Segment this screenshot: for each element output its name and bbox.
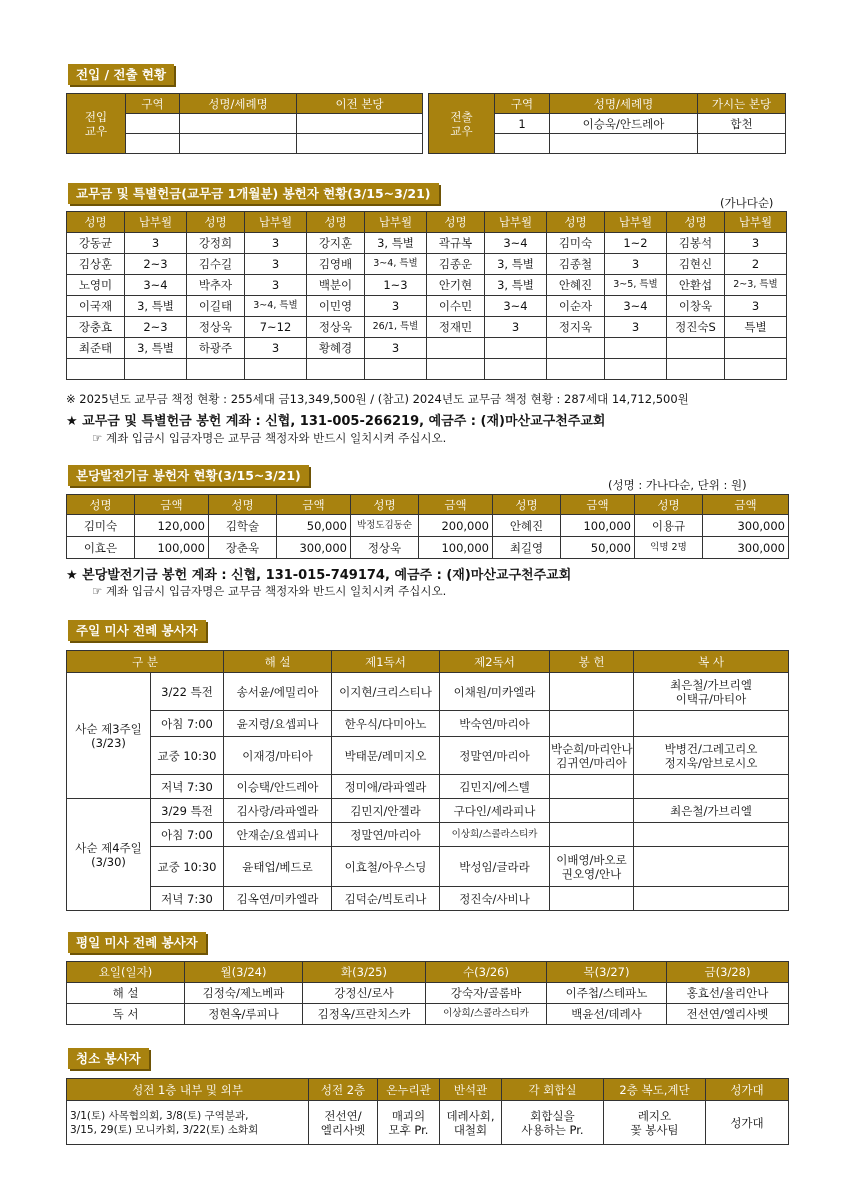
- donor-name: 김영배: [307, 254, 365, 275]
- col-header: 온누리관: [378, 1079, 440, 1101]
- table-cell: 박순희/마리안나 김귀연/마리아: [550, 737, 634, 775]
- paid-months: 3~4, 특별: [245, 296, 307, 317]
- col-header: 납부월: [605, 212, 667, 233]
- col-header: 성명: [427, 212, 485, 233]
- paid-months: 2~3, 특별: [725, 275, 787, 296]
- amount: 100,000: [419, 537, 493, 559]
- table-cell: 이재경/마티아: [224, 737, 332, 775]
- table-cell: 홍효선/율리안나: [667, 983, 789, 1004]
- paid-months: 3: [245, 254, 307, 275]
- week-label: 사순 제3주일 (3/23): [67, 673, 151, 799]
- paid-months: 3: [245, 338, 307, 359]
- table-cell: 정말연/마리아: [332, 823, 440, 847]
- weekday-table: [66, 961, 789, 1025]
- table-cell: 성가대: [706, 1101, 789, 1145]
- table-cell: [126, 114, 180, 134]
- table-cell: 최은철/가브리엘 이택규/마티아: [634, 673, 789, 711]
- donor-name: 강지훈: [307, 233, 365, 254]
- table-cell: 회합실을 사용하는 Pr.: [502, 1101, 604, 1145]
- paid-months: [725, 338, 787, 359]
- dues-footnote: ※ 2025년도 교무금 책정 현황 : 255세대 금13,349,500원 / (참고) 2024년도 교무금 책정 현황 : 287세대 14,712,500원: [66, 392, 689, 406]
- table-cell: 강정신/로사: [303, 983, 426, 1004]
- table-cell: 이승욱/안드레아: [550, 114, 698, 134]
- table-cell: 매괴의 모후 Pr.: [378, 1101, 440, 1145]
- donor-name: 김현신: [667, 254, 725, 275]
- table-cell: 백윤선/데레사: [547, 1004, 667, 1025]
- col-header: 제2독서: [440, 651, 550, 673]
- col-header: 성명: [67, 212, 125, 233]
- table-cell: [126, 134, 180, 154]
- donor-name: 박추자: [187, 275, 245, 296]
- col-header: 제1독서: [332, 651, 440, 673]
- col-header: 납부월: [365, 212, 427, 233]
- col-header: 2층 복도,계단: [604, 1079, 706, 1101]
- transfer-out-label: 전출 교우: [429, 94, 495, 154]
- donor-name: 최준태: [67, 338, 125, 359]
- col-header: 성전 1층 내부 및 외부: [67, 1079, 309, 1101]
- table-cell: 이승택/안드레아: [224, 775, 332, 799]
- col-header: 성명/세례명: [550, 94, 698, 114]
- donor-name: 이국재: [67, 296, 125, 317]
- donor-name: 박정도김동순: [351, 515, 419, 537]
- table-cell: 정말연/마리아: [440, 737, 550, 775]
- table-cell: [180, 134, 297, 154]
- cleaning-title: 청소 봉사자: [68, 1048, 149, 1069]
- donor-name: 안혜진: [547, 275, 605, 296]
- table-cell: [550, 887, 634, 911]
- donor-name: 김미숙: [67, 515, 135, 537]
- paid-months: 3, 특별: [125, 296, 187, 317]
- paid-months: 3, 특별: [485, 275, 547, 296]
- paid-months: 3~4: [125, 275, 187, 296]
- table-cell: 박숙연/마리아: [440, 711, 550, 737]
- mass-time: 3/22 특전: [151, 673, 224, 711]
- paid-months: 3~4: [485, 296, 547, 317]
- col-header: 금(3/28): [667, 962, 789, 983]
- paid-months: 3~5, 특별: [605, 275, 667, 296]
- cleaning-table: [66, 1078, 789, 1145]
- dues-account: ★ 교무금 및 특별헌금 봉헌 계좌 : 신협, 131-005-266219, 예금주 : (재)마산교구천주교회: [66, 414, 606, 429]
- paid-months: [725, 359, 787, 380]
- donor-name: 안환섭: [667, 275, 725, 296]
- donor-name: [427, 338, 485, 359]
- table-cell: 데레사회, 대철회: [440, 1101, 502, 1145]
- paid-months: 3: [725, 233, 787, 254]
- donor-name: 김봉석: [667, 233, 725, 254]
- paid-months: [485, 338, 547, 359]
- table-cell: [634, 711, 789, 737]
- table-cell: [297, 134, 423, 154]
- donor-name: 정재민: [427, 317, 485, 338]
- paid-months: 1~3: [365, 275, 427, 296]
- mass-time: 저녁 7:30: [151, 887, 224, 911]
- donor-name: 황혜경: [307, 338, 365, 359]
- col-header: 납부월: [725, 212, 787, 233]
- table-cell: 김정옥/프란치스카: [303, 1004, 426, 1025]
- col-header: 구역: [126, 94, 180, 114]
- paid-months: 3: [245, 233, 307, 254]
- table-cell: [634, 887, 789, 911]
- donor-name: 정상욱: [351, 537, 419, 559]
- table-cell: [550, 673, 634, 711]
- col-header: 성명: [667, 212, 725, 233]
- table-cell: 김덕순/빅토리나: [332, 887, 440, 911]
- donor-name: 안혜진: [493, 515, 561, 537]
- donor-name: 이용규: [635, 515, 703, 537]
- paid-months: 3, 특별: [485, 254, 547, 275]
- table-cell: 김옥연/미카엘라: [224, 887, 332, 911]
- sunday-title: 주일 미사 전례 봉사자: [68, 620, 206, 641]
- col-header: 성명: [307, 212, 365, 233]
- paid-months: 2~3: [125, 317, 187, 338]
- col-header: 복 사: [634, 651, 789, 673]
- table-cell: 이주첩/스테파노: [547, 983, 667, 1004]
- building-sort-note: (성명 : 가나다순, 단위 : 원): [608, 478, 747, 492]
- col-header: 성명: [547, 212, 605, 233]
- donor-name: 정지욱: [547, 317, 605, 338]
- col-header: 금액: [277, 495, 351, 515]
- donor-name: 김종운: [427, 254, 485, 275]
- table-cell: [550, 799, 634, 823]
- donor-name: [187, 359, 245, 380]
- table-cell: 구다인/세라피나: [440, 799, 550, 823]
- dues-table: [66, 211, 787, 380]
- mass-time: 아침 7:00: [151, 711, 224, 737]
- donor-name: 이창욱: [667, 296, 725, 317]
- col-header: 금액: [703, 495, 789, 515]
- donor-name: 하광주: [187, 338, 245, 359]
- col-header: 가시는 본당: [698, 94, 786, 114]
- amount: 200,000: [419, 515, 493, 537]
- donor-name: 정진숙S: [667, 317, 725, 338]
- donor-name: 김종철: [547, 254, 605, 275]
- table-cell: [634, 775, 789, 799]
- amount: 120,000: [135, 515, 209, 537]
- donor-name: 정상욱: [307, 317, 365, 338]
- col-header: 성명: [493, 495, 561, 515]
- table-cell: 송서윤/에밀리아: [224, 673, 332, 711]
- table-cell: 1: [495, 114, 550, 134]
- paid-months: 3: [605, 317, 667, 338]
- table-cell: 윤태업/베드로: [224, 847, 332, 887]
- col-header: 반석관: [440, 1079, 502, 1101]
- donor-name: 이수민: [427, 296, 485, 317]
- mass-time: 아침 7:00: [151, 823, 224, 847]
- table-cell: 안재순/요셉피나: [224, 823, 332, 847]
- transfer-in-label: 전입 교우: [67, 94, 126, 154]
- table-cell: 윤지령/요셉피나: [224, 711, 332, 737]
- table-cell: [550, 134, 698, 154]
- table-cell: 김정숙/제노베파: [185, 983, 303, 1004]
- building-table: [66, 494, 789, 559]
- table-cell: [550, 823, 634, 847]
- table-cell: 정진숙/사비나: [440, 887, 550, 911]
- col-header: 이전 본당: [297, 94, 423, 114]
- paid-months: 3~4: [605, 296, 667, 317]
- donor-name: 노영미: [67, 275, 125, 296]
- col-header: 구 분: [67, 651, 224, 673]
- paid-months: [125, 359, 187, 380]
- donor-name: [667, 359, 725, 380]
- col-header: 성명: [209, 495, 277, 515]
- paid-months: 3~4, 특별: [365, 254, 427, 275]
- paid-months: 3: [725, 296, 787, 317]
- paid-months: 3: [485, 317, 547, 338]
- building-instruction: ☞ 계좌 입금시 입금자명은 교무금 책정자와 반드시 일치시켜 주십시오.: [92, 584, 447, 598]
- donor-name: 정상욱: [187, 317, 245, 338]
- building-title: 본당발전기금 봉헌자 현황(3/15~3/21): [68, 465, 309, 486]
- table-cell: 최은철/가브리엘: [634, 799, 789, 823]
- paid-months: 2: [725, 254, 787, 275]
- col-header: 성명: [187, 212, 245, 233]
- table-cell: [634, 847, 789, 887]
- donor-name: 장춘욱: [209, 537, 277, 559]
- col-header: 각 회합실: [502, 1079, 604, 1101]
- mass-time: 3/29 특전: [151, 799, 224, 823]
- mass-time: 교중 10:30: [151, 847, 224, 887]
- sunday-table: [66, 650, 789, 911]
- donor-name: 이순자: [547, 296, 605, 317]
- paid-months: 3: [125, 233, 187, 254]
- table-cell: [550, 711, 634, 737]
- table-cell: 합천: [698, 114, 786, 134]
- paid-months: [605, 338, 667, 359]
- amount: 50,000: [277, 515, 351, 537]
- col-header: 금액: [419, 495, 493, 515]
- donor-name: [547, 338, 605, 359]
- table-cell: 김민지/안젤라: [332, 799, 440, 823]
- donor-name: [307, 359, 365, 380]
- table-cell: 강숙자/골롬바: [426, 983, 547, 1004]
- col-header: 봉 헌: [550, 651, 634, 673]
- paid-months: [245, 359, 307, 380]
- table-cell: 전선연/ 엘리사벳: [309, 1101, 378, 1145]
- col-header: 성가대: [706, 1079, 789, 1101]
- col-header: 요일(일자): [67, 962, 185, 983]
- donor-name: 안기현: [427, 275, 485, 296]
- donor-name: 최길영: [493, 537, 561, 559]
- paid-months: 3: [365, 338, 427, 359]
- table-cell: [495, 134, 550, 154]
- row-label: 해 설: [67, 983, 185, 1004]
- donor-name: 강정희: [187, 233, 245, 254]
- table-cell: 박태문/레미지오: [332, 737, 440, 775]
- col-header: 금액: [135, 495, 209, 515]
- building-account: ★ 본당발전기금 봉헌 계좌 : 신협, 131-015-749174, 예금주 : (재)마산교구천주교회: [66, 568, 572, 583]
- table-cell: [634, 823, 789, 847]
- table-cell: 전선연/엘리사벳: [667, 1004, 789, 1025]
- transfer-in-table: [66, 93, 423, 154]
- table-cell: [180, 114, 297, 134]
- col-header: 납부월: [485, 212, 547, 233]
- donor-name: 이효은: [67, 537, 135, 559]
- dues-title: 교무금 및 특별헌금(교무금 1개월분) 봉헌자 현황(3/15~3/21): [68, 183, 439, 204]
- donor-name: 이길태: [187, 296, 245, 317]
- col-header: 성명/세례명: [180, 94, 297, 114]
- paid-months: 3: [605, 254, 667, 275]
- col-header: 성명: [351, 495, 419, 515]
- table-cell: 박병건/그레고리오 정지욱/암브로시오: [634, 737, 789, 775]
- col-header: 수(3/26): [426, 962, 547, 983]
- dues-instruction: ☞ 계좌 입금시 입금자명은 교무금 책정자와 반드시 일치시켜 주십시오.: [92, 431, 447, 445]
- paid-months: 특별: [725, 317, 787, 338]
- col-header: 금액: [561, 495, 635, 515]
- col-header: 화(3/25): [303, 962, 426, 983]
- amount: 300,000: [703, 537, 789, 559]
- amount: 300,000: [277, 537, 351, 559]
- amount: 50,000: [561, 537, 635, 559]
- col-header: 월(3/24): [185, 962, 303, 983]
- donor-name: 익명 2명: [635, 537, 703, 559]
- mass-time: 저녁 7:30: [151, 775, 224, 799]
- donor-name: [667, 338, 725, 359]
- table-cell: [698, 134, 786, 154]
- col-header: 성명: [67, 495, 135, 515]
- table-cell: 3/1(토) 사목협의회, 3/8(토) 구역분과, 3/15, 29(토) 모니카회, 3/22(토) 소화회: [67, 1101, 309, 1145]
- donor-name: 김미숙: [547, 233, 605, 254]
- paid-months: 26/1, 특별: [365, 317, 427, 338]
- donor-name: 김학술: [209, 515, 277, 537]
- table-cell: 이상희/스콜라스티카: [440, 823, 550, 847]
- dues-sort-note: (가나다순): [720, 196, 774, 210]
- table-cell: 박성임/글라라: [440, 847, 550, 887]
- donor-name: 이민영: [307, 296, 365, 317]
- table-cell: 김민지/에스텔: [440, 775, 550, 799]
- donor-name: [427, 359, 485, 380]
- paid-months: 3, 특별: [365, 233, 427, 254]
- amount: 300,000: [703, 515, 789, 537]
- table-cell: 이지현/크리스티나: [332, 673, 440, 711]
- paid-months: 3~4: [485, 233, 547, 254]
- amount: 100,000: [135, 537, 209, 559]
- col-header: 구역: [495, 94, 550, 114]
- donor-name: 백분이: [307, 275, 365, 296]
- paid-months: [605, 359, 667, 380]
- table-cell: [550, 775, 634, 799]
- mass-time: 교중 10:30: [151, 737, 224, 775]
- table-cell: 김사랑/라파엘라: [224, 799, 332, 823]
- donor-name: 김수길: [187, 254, 245, 275]
- week-label: 사순 제4주일 (3/30): [67, 799, 151, 911]
- paid-months: [485, 359, 547, 380]
- donor-name: 강동균: [67, 233, 125, 254]
- col-header: 납부월: [125, 212, 187, 233]
- col-header: 성전 2층: [309, 1079, 378, 1101]
- weekday-title: 평일 미사 전례 봉사자: [68, 932, 206, 953]
- transfer-title: 전입 / 전출 현황: [68, 64, 174, 85]
- paid-months: 1~2: [605, 233, 667, 254]
- table-cell: 이효철/아우스딩: [332, 847, 440, 887]
- transfer-out-table: [428, 93, 786, 154]
- table-cell: 정현옥/루피나: [185, 1004, 303, 1025]
- col-header: 해 설: [224, 651, 332, 673]
- table-cell: 이상희/스콜라스티카: [426, 1004, 547, 1025]
- table-cell: [297, 114, 423, 134]
- table-cell: 이채원/미카엘라: [440, 673, 550, 711]
- col-header: 성명: [635, 495, 703, 515]
- donor-name: 장충효: [67, 317, 125, 338]
- paid-months: 3, 특별: [125, 338, 187, 359]
- table-cell: 정미애/라파엘라: [332, 775, 440, 799]
- paid-months: 3: [245, 275, 307, 296]
- paid-months: 2~3: [125, 254, 187, 275]
- table-cell: 한우식/다미아노: [332, 711, 440, 737]
- table-cell: 이배영/바오로 권오영/안나: [550, 847, 634, 887]
- col-header: 목(3/27): [547, 962, 667, 983]
- table-cell: 레지오 꽃 봉사팀: [604, 1101, 706, 1145]
- paid-months: 3: [365, 296, 427, 317]
- donor-name: [67, 359, 125, 380]
- row-label: 독 서: [67, 1004, 185, 1025]
- paid-months: 7~12: [245, 317, 307, 338]
- col-header: 납부월: [245, 212, 307, 233]
- amount: 100,000: [561, 515, 635, 537]
- donor-name: [547, 359, 605, 380]
- paid-months: [365, 359, 427, 380]
- donor-name: 곽규복: [427, 233, 485, 254]
- donor-name: 김상훈: [67, 254, 125, 275]
